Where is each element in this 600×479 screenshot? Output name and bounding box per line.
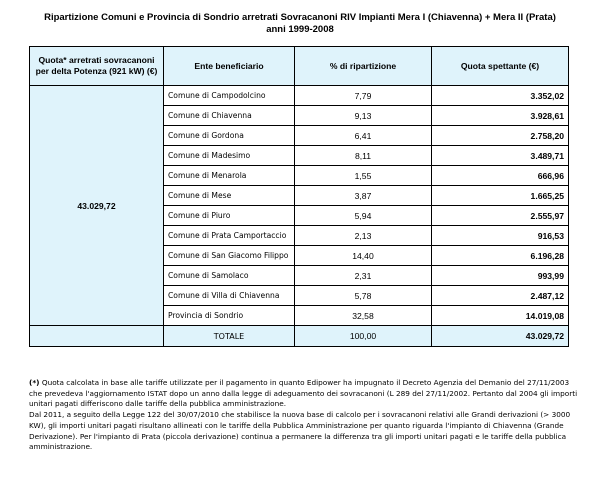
- spettante-cell: 2.758,20: [432, 126, 569, 146]
- header-row: [30, 47, 569, 86]
- total-empty-cell: [30, 326, 164, 347]
- spettante-cell: 6.196,28: [432, 246, 569, 266]
- percent-cell: 6,41: [295, 126, 432, 146]
- title-line-2: anni 1999-2008: [266, 24, 334, 35]
- percent-cell: 5,78: [295, 286, 432, 306]
- ripartizione-table: [29, 46, 569, 347]
- ente-cell: Comune di Prata Camportaccio: [164, 226, 295, 246]
- ente-cell: Comune di Menarola: [164, 166, 295, 186]
- percent-cell: 1,55: [295, 166, 432, 186]
- footnote-paragraph-1: [29, 378, 579, 410]
- ente-cell: Provincia di Sondrio: [164, 306, 295, 326]
- table-body: [30, 86, 569, 347]
- percent-cell: 14,40: [295, 246, 432, 266]
- footnote-paragraph-2: Dal 2011, a seguito della Legge 122 del 30/07/2010 che stabilisce la nuova base di calcolo per i sovracanoni relativi alle Grandi derivazioni (> 3000 KW), gli importi unitari pagati risultano allineati con le tariffe della Pubblica Amministrazione per quanto riguarda l'impianto di Chiavenna (Grande Derivazione). Per l'impianto di Prata (piccola derivazione) continua a permanere la differenza tra gli importi unitari pagati e le tariffe della pubblica amministrazione.: [29, 410, 571, 452]
- table-row: [30, 86, 569, 106]
- percent-cell: 8,11: [295, 146, 432, 166]
- ente-cell: Comune di Campodolcino: [164, 86, 295, 106]
- ente-cell: Comune di Villa di Chiavenna: [164, 286, 295, 306]
- total-spettante: 43.029,72: [432, 326, 569, 347]
- spettante-cell: 916,53: [432, 226, 569, 246]
- ente-cell: Comune di Chiavenna: [164, 106, 295, 126]
- ente-cell: Comune di Mese: [164, 186, 295, 206]
- ente-cell: Comune di Madesimo: [164, 146, 295, 166]
- ente-cell: Comune di Samolaco: [164, 266, 295, 286]
- percent-cell: 7,79: [295, 86, 432, 106]
- total-label: TOTALE: [164, 326, 295, 347]
- percent-cell: 2,31: [295, 266, 432, 286]
- footnote-text-1: Quota calcolata in base alle tariffe utilizzate per il pagamento in quanto Edipower ha impugnato il Decreto Agenzia del Demanio del 27/11/2003 che prevedeva l'aggiornamento ISTAT dopo un anno dalla legge di adeguamento dei sovracanoni (L 289 del 27/11/2002. Pertanto dal 2004 gli importi unitari pagati differiscono dalle tariffe della pubblica amministrazione.: [29, 378, 578, 409]
- title-line-1: Ripartizione Comuni e Provincia di Sondrio arretrati Sovracanoni RIV Impianti Mera I (Chiavenna) + Mera II (Prata): [44, 12, 556, 23]
- spettante-cell: 2.555,97: [432, 206, 569, 226]
- header-quota: Quota* arretrati sovracanoni per delta Potenza (921 kW) (€): [30, 47, 164, 86]
- total-percent: 100,00: [295, 326, 432, 347]
- document-title: [0, 12, 600, 36]
- percent-cell: 32,58: [295, 306, 432, 326]
- footnote: [29, 378, 579, 453]
- spettante-cell: 3.928,61: [432, 106, 569, 126]
- spettante-cell: 3.489,71: [432, 146, 569, 166]
- percent-cell: 9,13: [295, 106, 432, 126]
- total-row: [30, 326, 569, 347]
- footnote-star: (*): [29, 378, 40, 387]
- header-percent: % di ripartizione: [295, 47, 432, 86]
- ente-cell: Comune di Gordona: [164, 126, 295, 146]
- quota-value: 43.029,72: [30, 86, 164, 326]
- spettante-cell: 2.487,12: [432, 286, 569, 306]
- spettante-cell: 993,99: [432, 266, 569, 286]
- percent-cell: 5,94: [295, 206, 432, 226]
- spettante-cell: 666,96: [432, 166, 569, 186]
- spettante-cell: 3.352,02: [432, 86, 569, 106]
- header-ente: Ente beneficiario: [164, 47, 295, 86]
- spettante-cell: 1.665,25: [432, 186, 569, 206]
- ente-cell: Comune di Piuro: [164, 206, 295, 226]
- spettante-cell: 14.019,08: [432, 306, 569, 326]
- percent-cell: 3,87: [295, 186, 432, 206]
- ente-cell: Comune di San Giacomo Filippo: [164, 246, 295, 266]
- header-spettante: Quota spettante (€): [432, 47, 569, 86]
- percent-cell: 2,13: [295, 226, 432, 246]
